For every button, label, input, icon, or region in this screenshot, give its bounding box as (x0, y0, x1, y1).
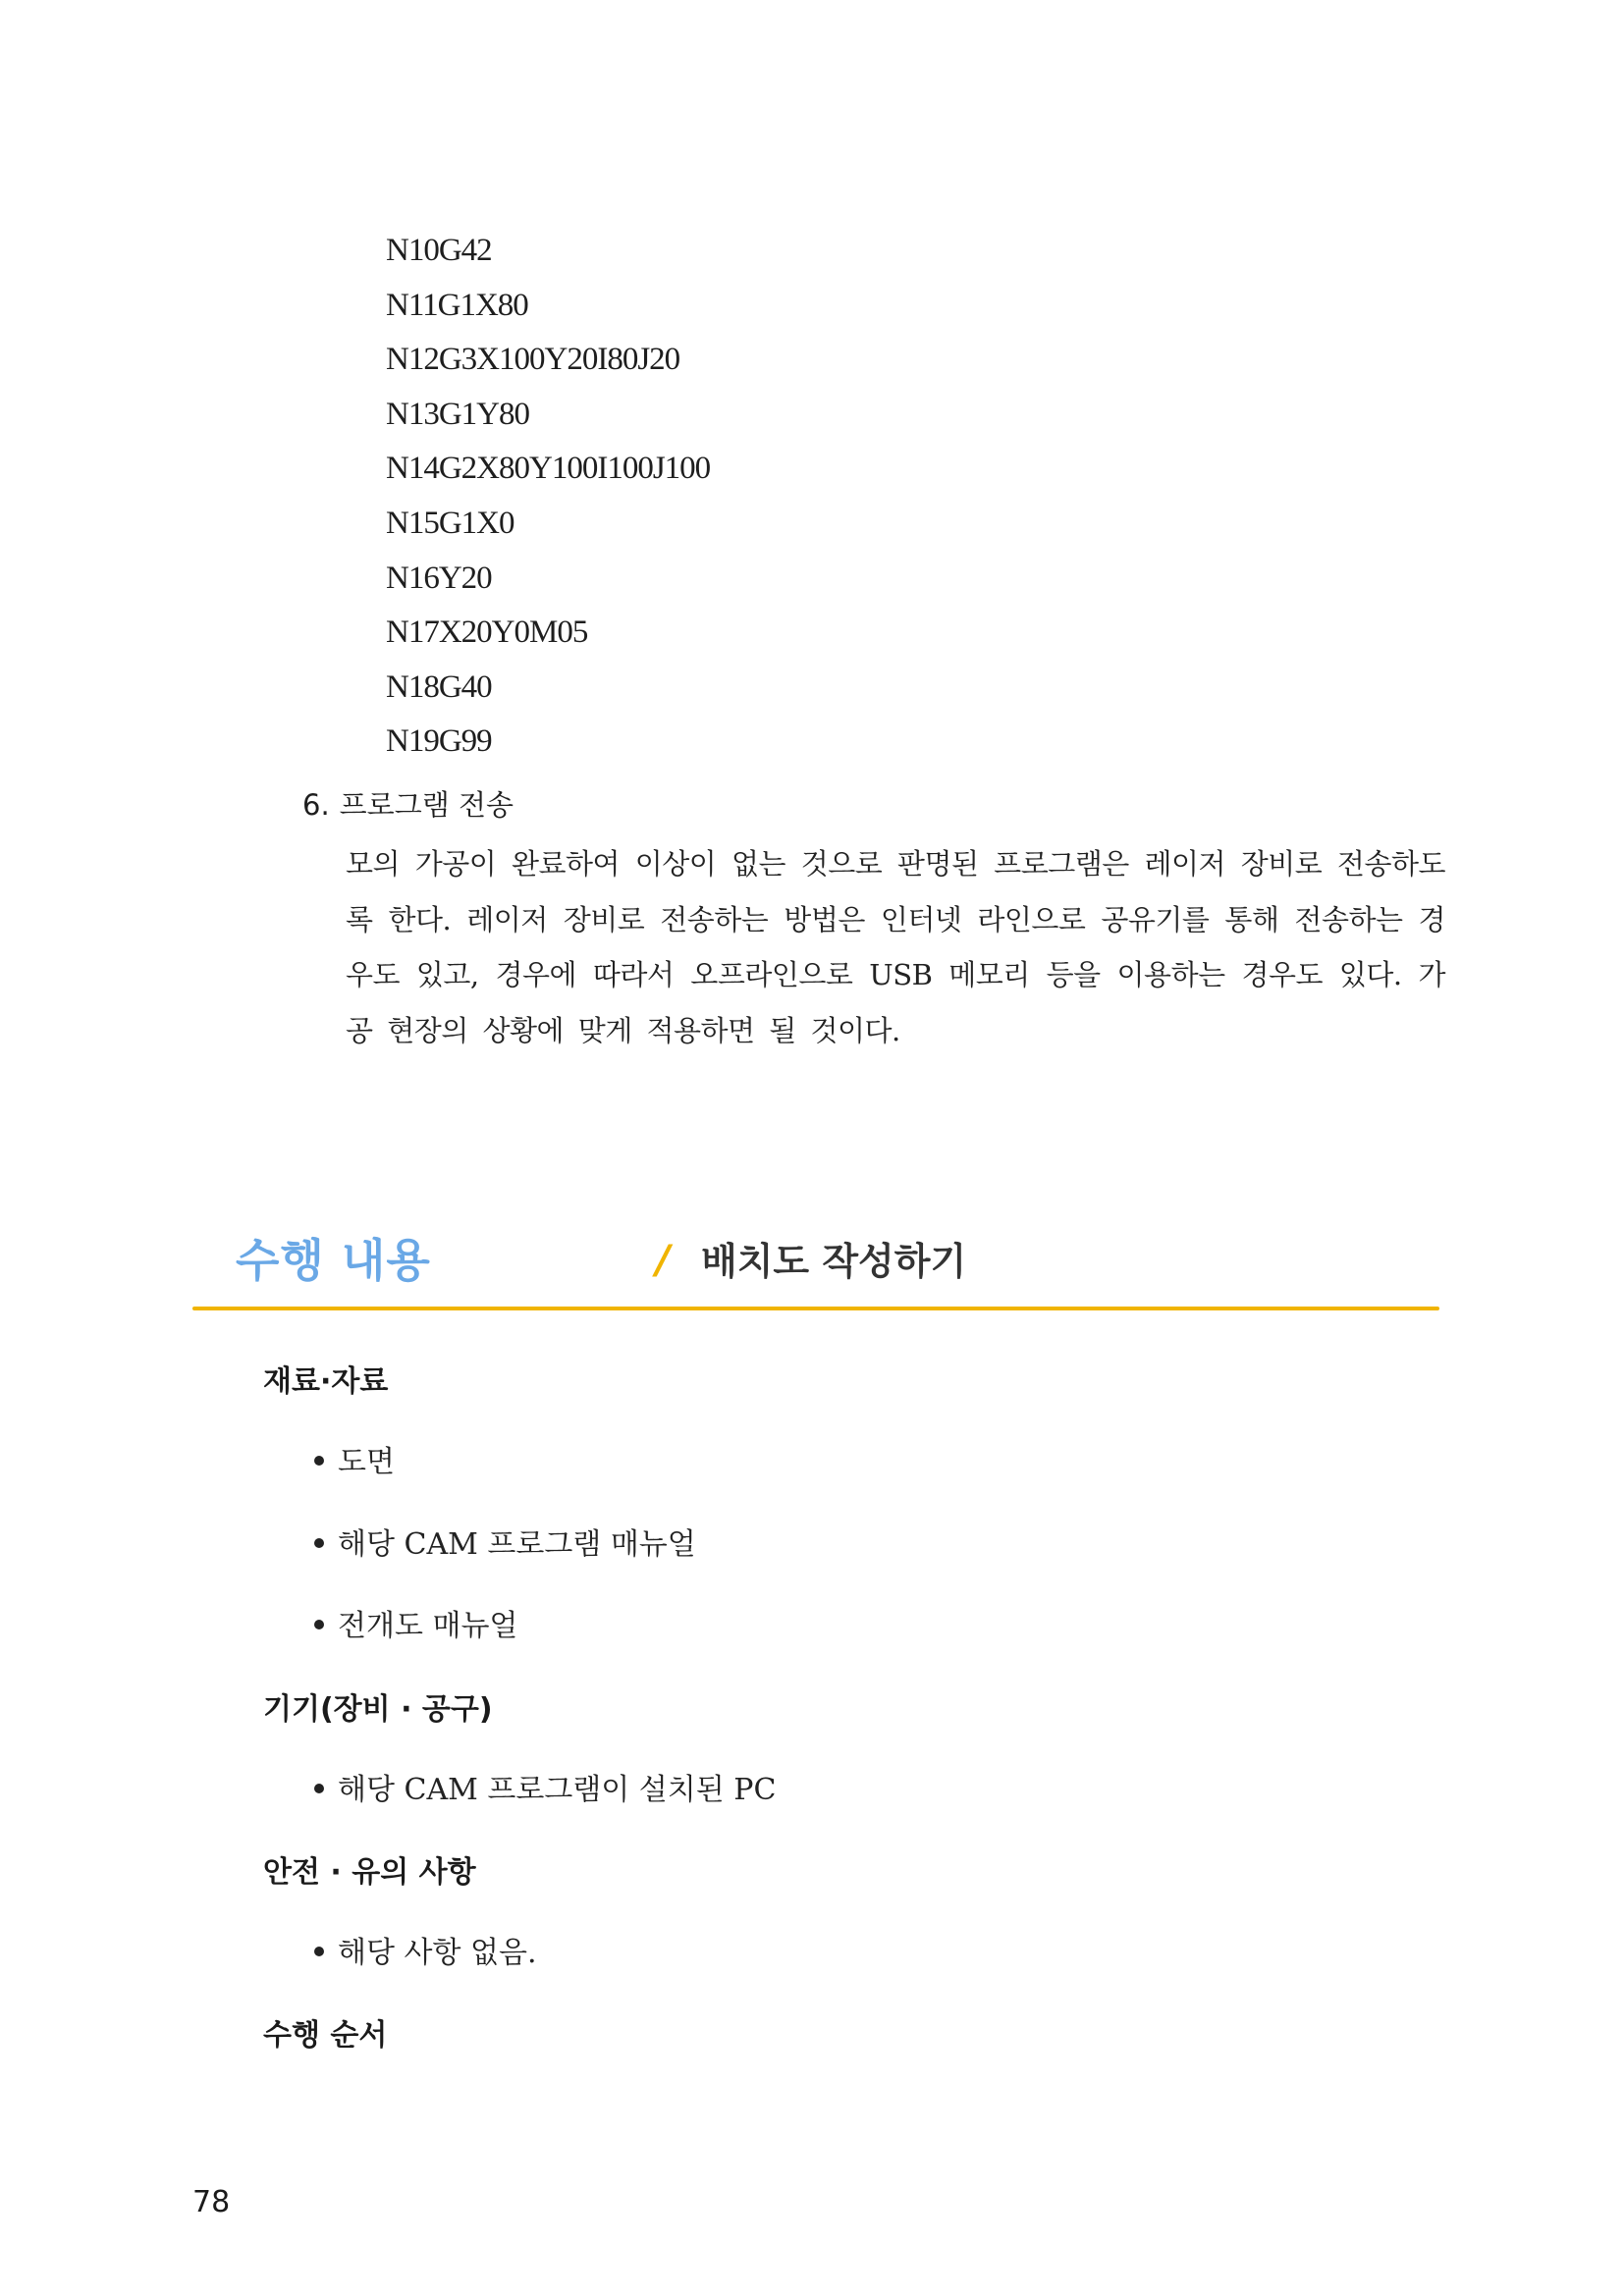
list-item (314, 1607, 517, 1646)
list-item (314, 1934, 537, 1973)
bullet-icon (314, 1947, 324, 1956)
equipment-heading: 기기(장비 · 공구) (263, 1692, 493, 1727)
section-label: 수행 내용 (236, 1234, 431, 1287)
list-item (314, 1443, 395, 1482)
list-item-text: 도면 (338, 1445, 395, 1479)
procedure-heading: 수행 순서 (263, 2018, 388, 2053)
code-line: N17X20Y0M05 (386, 614, 588, 651)
bullet-icon (314, 1784, 324, 1793)
step-title: 프로그램 전송 (339, 788, 514, 822)
code-line: N18G40 (386, 668, 492, 705)
bullet-icon (314, 1456, 324, 1466)
section-header (192, 1232, 1439, 1310)
code-line: N16Y20 (386, 560, 492, 596)
code-line: N13G1Y80 (386, 396, 529, 432)
section-divider-slash: / (656, 1238, 671, 1283)
list-item-text: 해당 CAM 프로그램이 설치된 PC (338, 1773, 777, 1807)
list-item (314, 1771, 776, 1810)
section-title: 배치도 작성하기 (701, 1240, 967, 1283)
step-heading (302, 787, 514, 823)
list-item-text: 해당 CAM 프로그램 매뉴얼 (338, 1527, 696, 1562)
nc-code-listing (386, 224, 710, 770)
code-line: N15G1X0 (386, 505, 514, 541)
section-underline (192, 1307, 1439, 1310)
step-paragraph: 모의 가공이 완료하여 이상이 없는 것으로 판명된 프로그램은 레이저 장비로 전송하도록 한다. 레이저 장비로 전송하는 방법은 인터넷 라인으로 공유기를 통해 전송하는 경우도 있고, 경우에 따라서 오프라인으로 USB 메모리 등을 이용하는 경우도 있다. 가공 현장의 상황에 맞게 적용하면 될 것이다. (346, 847, 1445, 1047)
code-line: N12G3X100Y20I80J20 (386, 342, 680, 378)
code-line: N11G1X80 (386, 287, 528, 323)
list-item (314, 1525, 696, 1565)
code-line: N14G2X80Y100I100J100 (386, 451, 711, 487)
list-item-text: 전개도 매뉴얼 (338, 1609, 518, 1643)
page-number: 78 (192, 2185, 231, 2219)
code-line: N10G42 (386, 233, 492, 268)
code-line: N19G99 (386, 723, 492, 760)
step-number: 6. (302, 788, 330, 822)
materials-heading: 재료·자료 (263, 1364, 389, 1399)
bullet-icon (314, 1620, 324, 1629)
bullet-icon (314, 1538, 324, 1548)
list-item-text: 해당 사항 없음. (338, 1936, 537, 1970)
safety-heading: 안전 · 유의 사항 (263, 1855, 476, 1890)
